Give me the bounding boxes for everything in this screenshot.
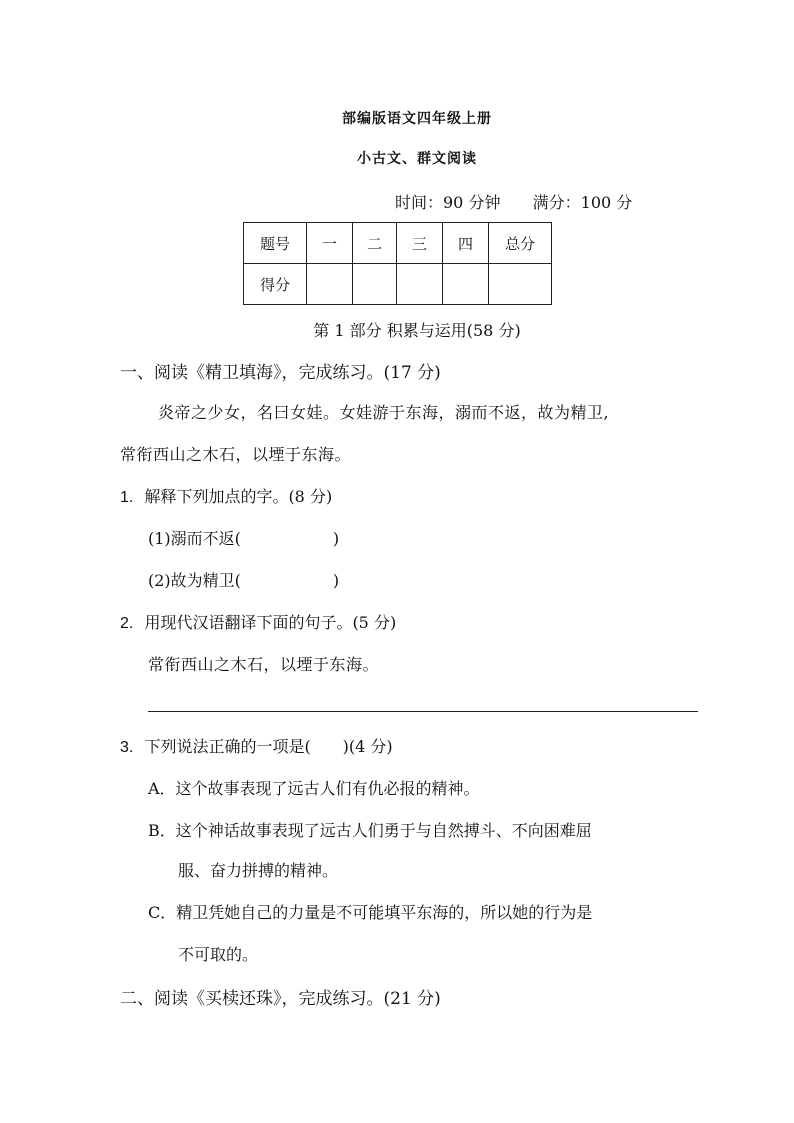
score-input-cell[interactable] <box>307 264 353 305</box>
item-close: ) <box>332 529 340 548</box>
table-cell: 二 <box>353 223 397 264</box>
score-table-header-row <box>244 223 552 264</box>
question-3 <box>120 734 393 757</box>
score-input-cell[interactable] <box>353 264 397 305</box>
score-input-cell[interactable] <box>443 264 489 305</box>
score-table-score-row <box>244 264 552 305</box>
passage-line: 炎帝之少女，名曰女娃。女娃游于东海，溺而不返，故为精卫, <box>158 403 610 422</box>
score-input-cell[interactable] <box>397 264 443 305</box>
score-input-cell[interactable] <box>489 264 552 305</box>
passage-line: 常衔西山之木石，以堙于东海。 <box>120 445 352 464</box>
time-score-line <box>395 190 632 213</box>
table-cell: 三 <box>397 223 443 264</box>
score-table <box>243 222 552 305</box>
table-cell: 得分 <box>244 264 307 305</box>
full-score-label: 满分：100 分 <box>532 193 633 212</box>
document-title: 部编版语文四年级上册 <box>342 111 492 127</box>
q2-sentence: 常衔西山之木石，以堙于东海。 <box>148 655 380 674</box>
answer-line[interactable] <box>148 711 698 712</box>
question-text: 用现代汉语翻译下面的句子。(5 分) <box>144 613 397 632</box>
q1-item-2 <box>148 568 339 591</box>
option-c-continued: 不可取的。 <box>178 945 259 964</box>
question-number: 3. <box>120 739 134 756</box>
question-text: 解释下列加点的字。(8 分) <box>144 487 333 506</box>
table-cell: 一 <box>307 223 353 264</box>
question-number: 2. <box>120 615 134 632</box>
table-cell: 四 <box>443 223 489 264</box>
question-1 <box>120 484 332 507</box>
section-2-heading: 二、阅读《买椟还珠》，完成练习。(21 分) <box>120 989 441 1009</box>
item-label: (2)故为精卫( <box>148 571 241 590</box>
time-label: 时间：90 分钟 <box>395 193 501 212</box>
option-a: A．这个故事表现了远古人们有仇必报的精神。 <box>148 779 480 798</box>
question-text: 下列说法正确的一项是( )(4 分) <box>144 737 393 756</box>
question-2 <box>120 610 396 633</box>
item-label: (1)溺而不返( <box>148 529 241 548</box>
table-cell: 总分 <box>489 223 552 264</box>
answer-blank[interactable] <box>241 570 333 586</box>
document-subtitle: 小古文、群文阅读 <box>357 151 477 167</box>
part-heading: 第 1 部分 积累与运用(58 分) <box>313 321 521 340</box>
question-number: 1. <box>120 489 134 506</box>
section-1-heading: 一、阅读《精卫填海》，完成练习。(17 分) <box>120 363 441 383</box>
option-b: B．这个神话故事表现了远古人们勇于与自然搏斗、不向困难屈 <box>148 821 592 840</box>
item-close: ) <box>332 571 340 590</box>
q1-item-1 <box>148 526 339 549</box>
option-b-continued: 服、奋力拼搏的精神。 <box>178 861 339 880</box>
table-cell: 题号 <box>244 223 307 264</box>
answer-blank[interactable] <box>241 528 333 544</box>
option-c: C．精卫凭她自己的力量是不可能填平东海的，所以她的行为是 <box>148 903 593 922</box>
